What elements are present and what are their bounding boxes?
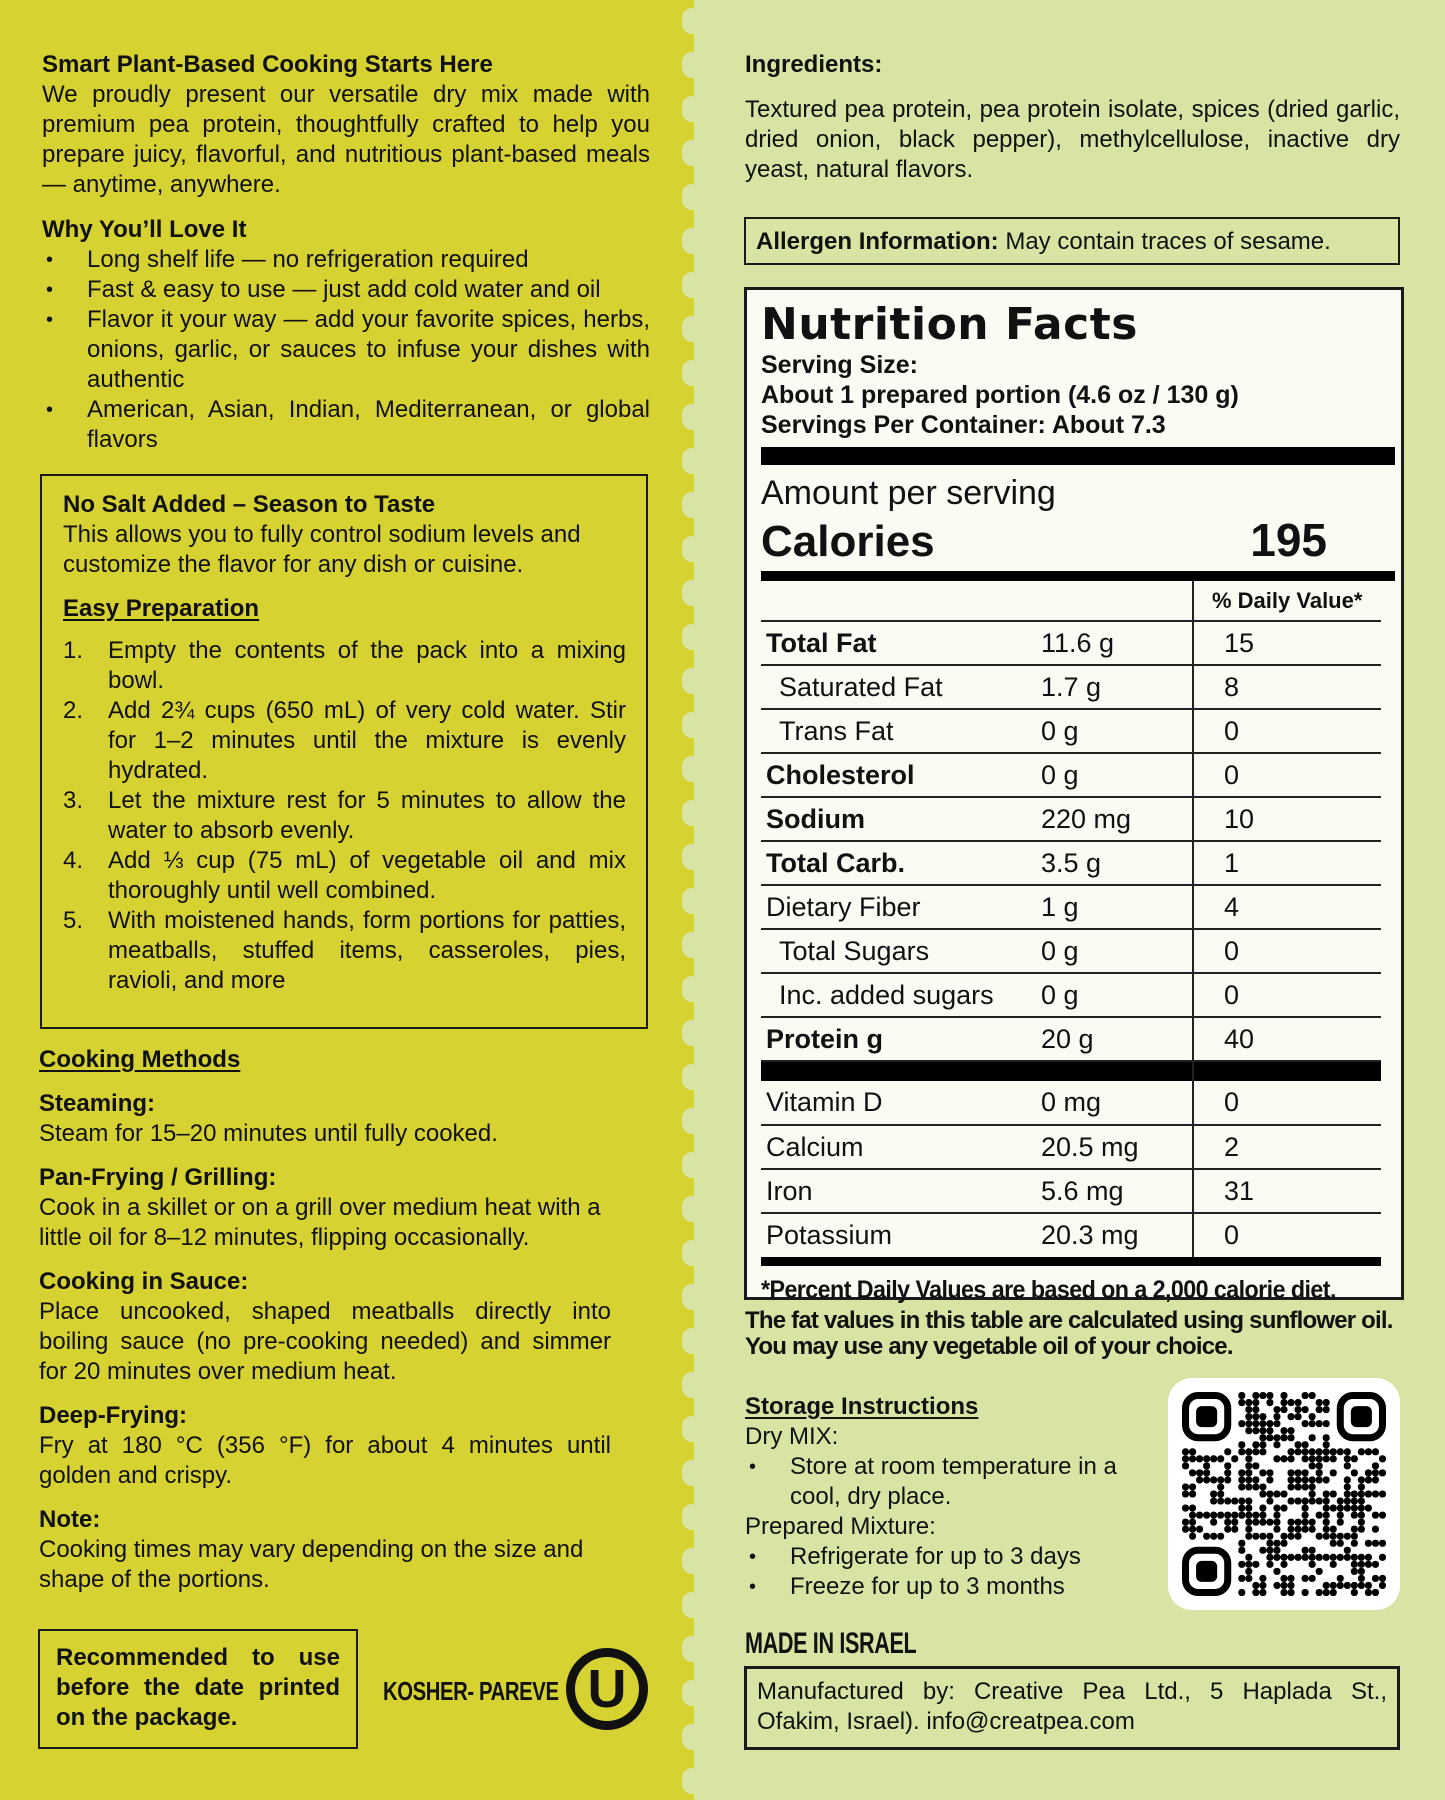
step-number: 4. [63,847,84,874]
dv-footnote: *Percent Daily Values are based on a 2,000 calorie diet. [761,1276,1336,1304]
divider-tab [682,800,706,826]
intro-body: We proudly present our versatile dry mix made with premium pea protein, thoughtfully crafted to help you prepare juicy, flavorful, and nutritious plant-based meals — anytime, anywhere. [42,81,650,198]
no-salt-body: This allows you to fully control sodium levels and customize the flavor for any dish or cuisine. [63,521,581,578]
nutrient-row [761,1169,1381,1213]
best-before-box: Recommended to use before the date printed on the package. [38,1629,358,1749]
why-list [42,245,650,455]
preparation-step [63,636,626,696]
nutrient-row [761,1125,1381,1169]
nutrient-row [761,885,1381,929]
nutrient-row [761,621,1381,665]
nutrient-row [761,841,1381,885]
ingredients-text: Textured pea protein, pea protein isolate, spices (dried garlic, dried onion, black pepper), methylcellulose, inactive dry yeast, natural flavors. [745,96,1400,183]
nutrient-amount: 3.5 g [1041,841,1193,885]
method-text: Place uncooked, shaped meatballs directly into boiling sauce (no pre-cooking needed) and simmer for 20 minutes over medium heat. [39,1298,611,1385]
allergen-box [744,217,1400,265]
divider-tab [682,316,706,342]
cooking-method [39,1089,611,1149]
nutrient-dv: 0 [1193,709,1381,753]
storage-item: • Freeze for up to 3 months [745,1572,1165,1602]
method-text: Cook in a skillet or on a grill over medium heat with a little oil for 8–12 minutes, flipping occasionally. [39,1194,601,1251]
nutrient-name: Protein g [761,1017,1041,1061]
divider-tab [682,360,706,386]
nutrient-amount: 5.6 mg [1041,1169,1193,1213]
preparation-steps [63,636,626,996]
nutrient-amount: 220 mg [1041,797,1193,841]
preparation-step [63,696,626,786]
nutrient-dv: 40 [1193,1017,1381,1061]
method-name: Cooking in Sauce: [39,1268,249,1295]
why-item: • Flavor it your way — add your favorite spices, herbs, onions, garlic, or sauces to infuse your dishes with authentic [42,305,650,395]
preparation-step [63,846,626,906]
divider-thick [761,447,1395,465]
nutrient-row [761,665,1381,709]
nutrient-row [761,753,1381,797]
divider-tab [682,1724,706,1750]
nutrient-amount: 0 g [1041,973,1193,1017]
divider-tab [682,1592,706,1618]
nutrient-amount: 0 g [1041,753,1193,797]
nutrient-dv: 15 [1193,621,1381,665]
dry-mix-list [745,1452,1165,1512]
serving-info [761,350,1387,440]
divider-tab [682,976,706,1002]
allergen-label: Allergen Information: [756,228,999,255]
divider-tab [682,668,706,694]
kosher-ou-icon: U [566,1648,648,1730]
nutrient-row [761,1017,1381,1061]
ingredients-title: Ingredients: [745,51,883,78]
nutrient-row [761,973,1381,1017]
nutrient-dv: 0 [1193,929,1381,973]
nutrient-amount: 11.6 g [1041,621,1193,665]
nutrient-dv: 8 [1193,665,1381,709]
calories-value: 195 [1250,514,1327,566]
step-text: With moistened hands, form portions for patties, meatballs, stuffed items, casseroles, pies, ravioli, and more [108,907,626,994]
nutrient-dv: 0 [1193,973,1381,1017]
divider-tab [682,1108,706,1134]
nutrient-amount: 1 g [1041,885,1193,929]
nutrient-amount: 20 g [1041,1017,1193,1061]
divider-tab [682,1416,706,1442]
nutrient-amount: 0 g [1041,709,1193,753]
intro-section [42,50,650,200]
preparation-step [63,786,626,846]
nutrient-name: Sodium [761,797,1041,841]
ingredients-section [745,50,1400,185]
step-number: 3. [63,787,84,814]
nutrient-name: Cholesterol [761,753,1041,797]
nutrient-dv: 0 [1193,753,1381,797]
nutrient-name: Dietary Fiber [761,885,1041,929]
nutrient-dv: 1 [1193,841,1381,885]
divider-tab [682,404,706,430]
prepared-label: Prepared Mixture: [745,1513,936,1540]
cooking-title: Cooking Methods [39,1046,241,1073]
divider-medium [761,571,1395,581]
nutrition-facts-panel [744,287,1404,1304]
nutrient-dv: 31 [1193,1169,1381,1213]
nutrient-amount: 20.3 mg [1041,1220,1139,1250]
divider-tab [682,932,706,958]
amount-per-serving: Amount per serving [761,474,1056,512]
divider-tab [682,96,706,122]
method-name: Note: [39,1506,101,1533]
divider-tab [682,712,706,738]
nutrient-name: Total Carb. [761,841,1041,885]
divider-tab [682,448,706,474]
nutrient-name: Total Sugars [761,929,1041,973]
why-item: • American, Asian, Indian, Mediterranean, or global flavors [42,395,650,455]
divider-tab [682,272,706,298]
storage-item: • Refrigerate for up to 3 days [745,1542,1165,1572]
nutrient-name: Iron [761,1169,1041,1213]
divider-tab [682,184,706,210]
divider-tab [682,1020,706,1046]
scalloped-divider [682,0,702,1800]
allergen-text: May contain traces of sesame. [998,228,1331,255]
nutrient-row [761,797,1381,841]
prepared-list [745,1542,1165,1602]
method-text: Cooking times may vary depending on the size and shape of the portions. [39,1536,584,1593]
nutrition-title: Nutrition Facts [761,299,1138,350]
step-number: 2. [63,697,84,724]
nutrient-amount: 20.5 mg [1041,1125,1193,1169]
nutrient-row [761,929,1381,973]
divider-tab [682,756,706,782]
divider-tab [682,52,706,78]
fat-note: The fat values in this table are calculated using sunflower oil. You may use any vegetable oil of your choice. [745,1307,1393,1360]
dv-header-row [761,581,1381,621]
preparation-box [40,474,648,1029]
divider-tab [682,1196,706,1222]
nutrient-dv: 0 [1193,1213,1381,1257]
divider-tab [682,624,706,650]
nutrient-row [761,1081,1381,1125]
nutrient-amount: 0 g [1041,929,1193,973]
cooking-methods-section [39,1045,611,1595]
nutrient-row [761,709,1381,753]
servings-per-container: Servings Per Container: About 7.3 [761,411,1166,439]
divider-tab [682,1372,706,1398]
nutrient-name: Potassium [766,1220,893,1250]
no-salt-title: No Salt Added – Season to Taste [63,491,436,518]
divider-tab [682,228,706,254]
serving-size-value: About 1 prepared portion (4.6 oz / 130 g) [761,381,1239,409]
divider-tab [682,1504,706,1530]
nutrient-dv: 2 [1193,1125,1381,1169]
divider-tab [682,1064,706,1090]
divider-tab [682,1680,706,1706]
method-text: Steam for 15–20 minutes until fully cooked. [39,1120,498,1147]
divider-tab [682,8,706,34]
divider-tab [682,536,706,562]
storage-section [745,1392,1165,1602]
manufacturer-box: Manufactured by: Creative Pea Ltd., 5 Haplada St., Ofakim, Israel). info@creatpea.com [744,1666,1400,1750]
method-text: Fry at 180 °C (356 °F) for about 4 minutes until golden and crispy. [39,1432,611,1489]
step-text: Add 2¾ cups (650 mL) of very cold water. Stir for 1–2 minutes until the mixture is evenly hydrated. [108,697,626,784]
intro-title: Smart Plant-Based Cooking Starts Here [42,51,493,78]
divider-tab [682,1548,706,1574]
step-number: 5. [63,907,84,934]
divider-tab [682,1240,706,1266]
nutrient-dv: 10 [1193,797,1381,841]
divider-tab [682,1328,706,1354]
storage-item: • Store at room temperature in a cool, dry place. [745,1452,1165,1512]
cooking-method [39,1401,611,1491]
nutrient-name: Total Fat [761,621,1041,665]
kosher-label: KOSHER- PAREVE [383,1676,559,1706]
cooking-method [39,1505,611,1595]
cooking-method [39,1163,611,1253]
divider-tab [682,1636,706,1662]
nutrient-amount: 0 mg [1041,1081,1193,1125]
calories-row [761,513,1395,567]
cooking-method [39,1267,611,1387]
divider-tab [682,580,706,606]
nutrient-amount: 1.7 g [1041,665,1193,709]
divider-tab [682,1768,706,1794]
calories-label: Calories [761,517,935,566]
step-number: 1. [63,637,84,664]
divider-tab [682,140,706,166]
preparation-title: Easy Preparation [63,595,260,622]
storage-title: Storage Instructions [745,1393,979,1420]
divider-tab [682,492,706,518]
serving-size-label: Serving Size: [761,351,918,379]
step-text: Add ⅓ cup (75 mL) of vegetable oil and mix thoroughly until well combined. [108,847,626,904]
method-name: Steaming: [39,1090,156,1117]
why-item: • Fast & easy to use — just add cold water and oil [42,275,650,305]
method-name: Pan-Frying / Grilling: [39,1164,277,1191]
divider-tab [682,844,706,870]
divider-tab [682,888,706,914]
why-item: • Long shelf life — no refrigeration required [42,245,650,275]
nutrient-dv: 0 [1193,1081,1381,1125]
divider-foot [761,1257,1381,1266]
nutrient-name: Calcium [761,1125,1041,1169]
step-text: Empty the contents of the pack into a mixing bowl. [108,637,626,694]
nutrient-table [761,581,1381,1257]
qr-code-icon[interactable] [1168,1378,1400,1610]
preparation-step [63,906,626,996]
divider-tab [682,1460,706,1486]
nutrient-name: Inc. added sugars [761,973,1041,1017]
nutrient-name: Trans Fat [761,709,1041,753]
dv-header: % Daily Value* [1193,581,1381,621]
why-section [42,215,650,455]
divider-tab [682,1284,706,1310]
method-name: Deep-Frying: [39,1402,188,1429]
divider-row [761,1061,1381,1081]
step-text: Let the mixture rest for 5 minutes to allow the water to absorb evenly. [108,787,626,844]
divider-tab [682,1152,706,1178]
nutrient-row [761,1213,1381,1257]
why-title: Why You’ll Love It [42,216,247,243]
nutrient-name: Saturated Fat [761,665,1041,709]
dry-mix-label: Dry MIX: [745,1423,839,1450]
qr-code-graphic [1182,1392,1386,1596]
made-in-label: MADE IN ISRAEL [745,1627,917,1660]
nutrient-dv: 4 [1193,885,1381,929]
nutrient-name: Vitamin D [761,1081,1041,1125]
